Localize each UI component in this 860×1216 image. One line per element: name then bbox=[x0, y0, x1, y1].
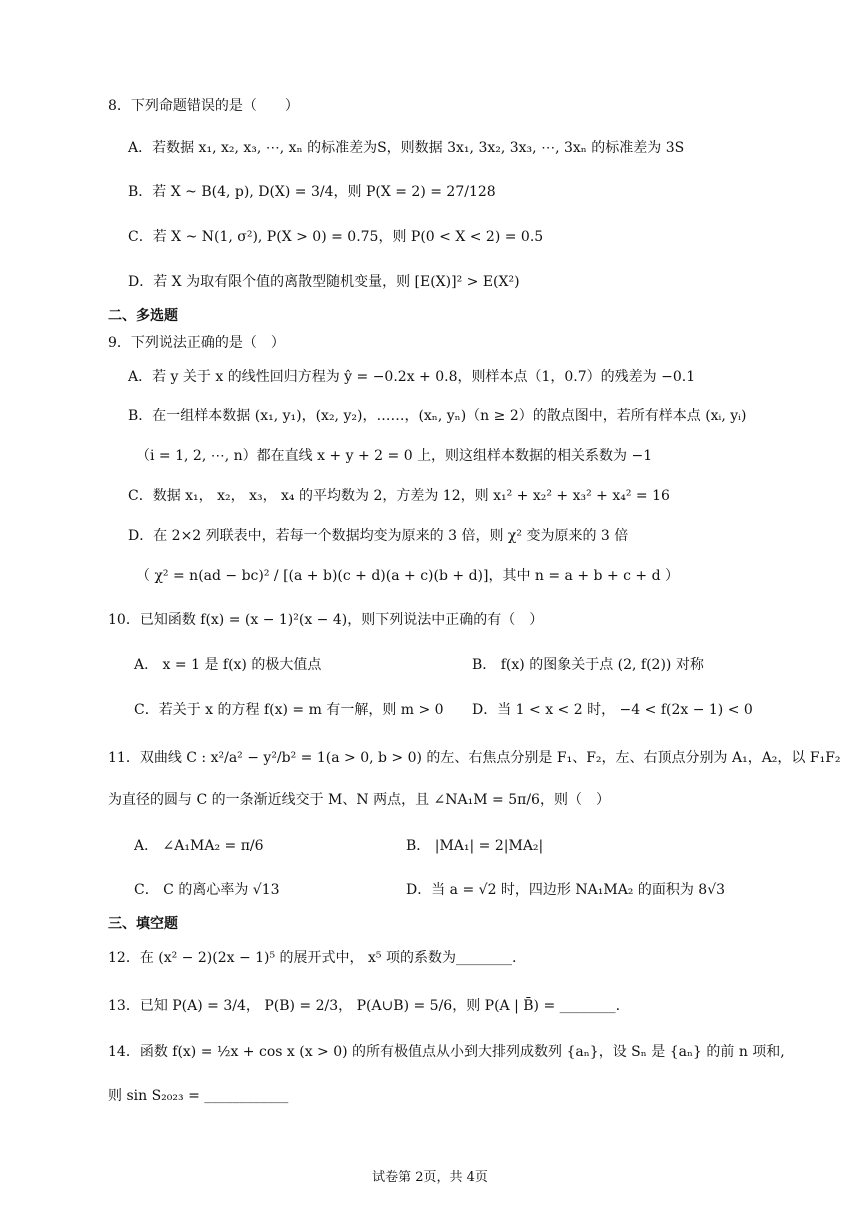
q9-option-d-line1: D．在 2×2 列联表中，若每一个数据均变为原来的 3 倍，则 χ² 变为原来的 3 倍 bbox=[128, 528, 629, 544]
q11-option-d: D．当 a = √2 时，四边形 NA₁MA₂ 的面积为 8√3 bbox=[406, 882, 726, 898]
q9-option-d-formula: （ χ² = n(ad − bc)² / [(a + b)(c + d)(a + c)(b + d)]，其中 n = a + b + c + d ） bbox=[136, 568, 680, 584]
q11-option-b: B． |MA₁| = 2|MA₂| bbox=[406, 838, 544, 854]
q9-option-b-line1: B．在一组样本数据 (x₁, y₁)，(x₂, y₂)，……，(xₙ, yₙ)（n ≥ 2）的散点图中，若所有样本点 (xᵢ, yᵢ) bbox=[128, 408, 747, 424]
q11-option-c: C． C 的离心率为 √13 bbox=[134, 882, 280, 898]
section-multiple-choice-heading: 二、多选题 bbox=[108, 308, 178, 324]
q8-option-a: A．若数据 x₁, x₂, x₃, ⋯, xₙ 的标准差为S，则数据 3x₁, 3x₂, 3x₃, ⋯, 3xₙ 的标准差为 3S bbox=[128, 140, 685, 156]
q10-option-a: A． x = 1 是 f(x) 的极大值点 bbox=[134, 657, 322, 673]
q11-stem-line1: 11．双曲线 C : x²/a² − y²/b² = 1(a > 0, b > 0) 的左、右焦点分别是 F₁、F₂，左、右顶点分别为 A₁，A₂，以 F₁F₂ bbox=[108, 750, 841, 766]
section-fill-blank-heading: 三、填空题 bbox=[108, 916, 178, 932]
q13: 13．已知 P(A) = 3/4， P(B) = 2/3， P(A∪B) = 5/6，则 P(A | B̄) = ________. bbox=[108, 998, 621, 1014]
q10-stem: 10．已知函数 f(x) = (x − 1)²(x − 4)，则下列说法中正确的有（ ） bbox=[108, 612, 544, 628]
q10-option-c: C．若关于 x 的方程 f(x) = m 有一解，则 m > 0 bbox=[134, 702, 444, 718]
q8-option-d: D．若 X 为取有限个值的离散型随机变量，则 [E(X)]² > E(X²) bbox=[128, 274, 520, 290]
q9-option-a: A．若 y 关于 x 的线性回归方程为 ŷ = −0.2x + 0.8，则样本点（1，0.7）的残差为 −0.1 bbox=[128, 369, 696, 385]
q9-option-c: C．数据 x₁， x₂， x₃， x₄ 的平均数为 2，方差为 12，则 x₁² + x₂² + x₃² + x₄² = 16 bbox=[128, 488, 670, 504]
q14-line2: 则 sin S₂₀₂₃ = ____________ bbox=[108, 1088, 289, 1104]
q10-option-d: D．当 1 < x < 2 时， −4 < f(2x − 1) < 0 bbox=[472, 702, 753, 718]
q8-stem: 8．下列命题错误的是（ ） bbox=[108, 98, 299, 114]
q9-stem: 9．下列说法正确的是（ ） bbox=[108, 335, 285, 351]
page-footer: 试卷第 2页，共 4页 bbox=[372, 1170, 488, 1185]
q8-option-c: C．若 X ~ N(1, σ²), P(X > 0) = 0.75，则 P(0 < X < 2) = 0.5 bbox=[128, 229, 544, 245]
q11-stem-line2: 为直径的圆与 C 的一条渐近线交于 M、N 两点，且 ∠NA₁M = 5π/6，则（ ） bbox=[108, 792, 610, 808]
q14-line1: 14．函数 f(x) = ½x + cos x (x > 0) 的所有极值点从小到大排列成数列 {aₙ}，设 Sₙ 是 {aₙ} 的前 n 项和, bbox=[108, 1044, 785, 1060]
q9-option-b-line2: （i = 1, 2, ⋯, n）都在直线 x + y + 2 = 0 上，则这组样本数据的相关系数为 −1 bbox=[136, 448, 653, 464]
q10-option-b: B． f(x) 的图象关于点 (2, f(2)) 对称 bbox=[472, 657, 704, 673]
q12: 12．在 (x² − 2)(2x − 1)⁵ 的展开式中， x⁵ 项的系数为________. bbox=[108, 950, 517, 966]
q11-option-a: A． ∠A₁MA₂ = π/6 bbox=[134, 838, 264, 854]
q8-option-b: B．若 X ~ B(4, p), D(X) = 3/4，则 P(X = 2) = 27/128 bbox=[128, 184, 496, 200]
